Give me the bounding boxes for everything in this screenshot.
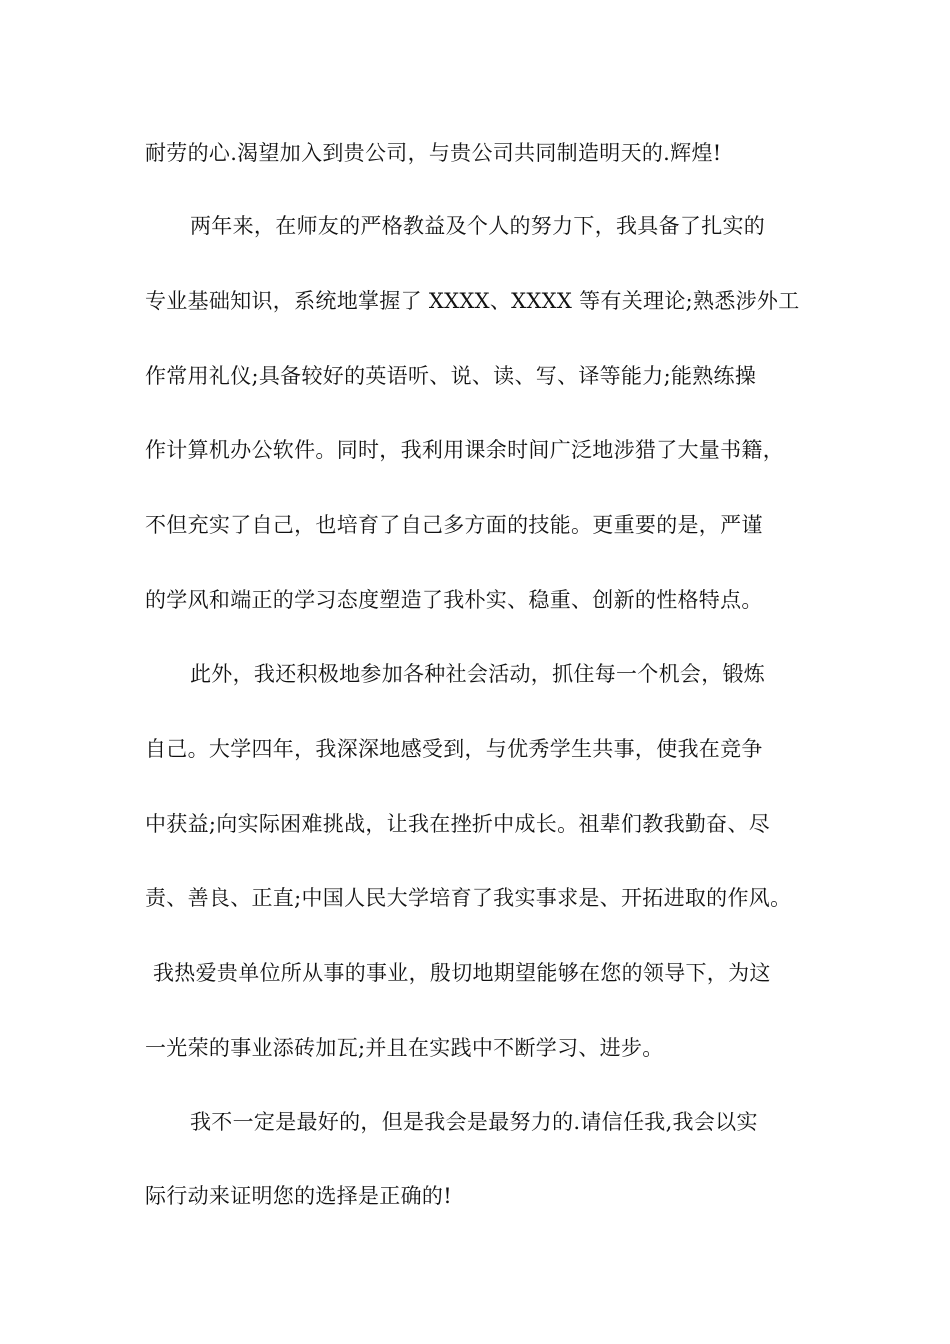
text-line: 不但充实了自己，也培育了自己多方面的技能。更重要的是，严谨 — [145, 513, 763, 537]
text-line: 两年来，在师友的严格教益及个人的努力下，我具备了扎实的 — [190, 214, 766, 238]
text-line: 自己。大学四年，我深深地感受到，与优秀学生共事，使我在竞争 — [145, 737, 763, 761]
text-line: 一光荣的事业添砖加瓦;并且在实践中不断学习、进步。 — [145, 1036, 664, 1060]
text-line: 耐劳的心.渴望加入到贵公司，与贵公司共同制造明天的.辉煌! — [145, 141, 722, 165]
text-line: 的学风和端正的学习态度塑造了我朴实、稳重、创新的性格特点。 — [145, 588, 763, 612]
text-line: 我热爱贵单位所从事的事业，殷切地期望能够在您的领导下，为这 — [153, 961, 771, 985]
text-line: 作计算机办公软件。同时，我利用课余时间广泛地涉猎了大量书籍， — [145, 438, 784, 462]
text-line: 责、善良、正直;中国人民大学培育了我实事求是、开拓进取的作风。 — [145, 886, 792, 910]
text-line: 专业基础知识，系统地掌握了 XXXX、XXXX 等有关理论;熟悉涉外工 — [145, 289, 800, 313]
text-line: 我不一定是最好的，但是我会是最努力的.请信任我,我会以实 — [190, 1110, 758, 1134]
text-line: 作常用礼仪;具备较好的英语听、说、读、写、译等能力;能熟练操 — [145, 364, 757, 388]
text-line: 中获益;向实际困难挑战，让我在挫折中成长。祖辈们教我勤奋、尽 — [145, 812, 771, 836]
text-line: 此外，我还积极地参加各种社会活动，抓住每一个机会，锻炼 — [190, 662, 766, 686]
text-line: 际行动来证明您的选择是正确的! — [145, 1184, 452, 1208]
